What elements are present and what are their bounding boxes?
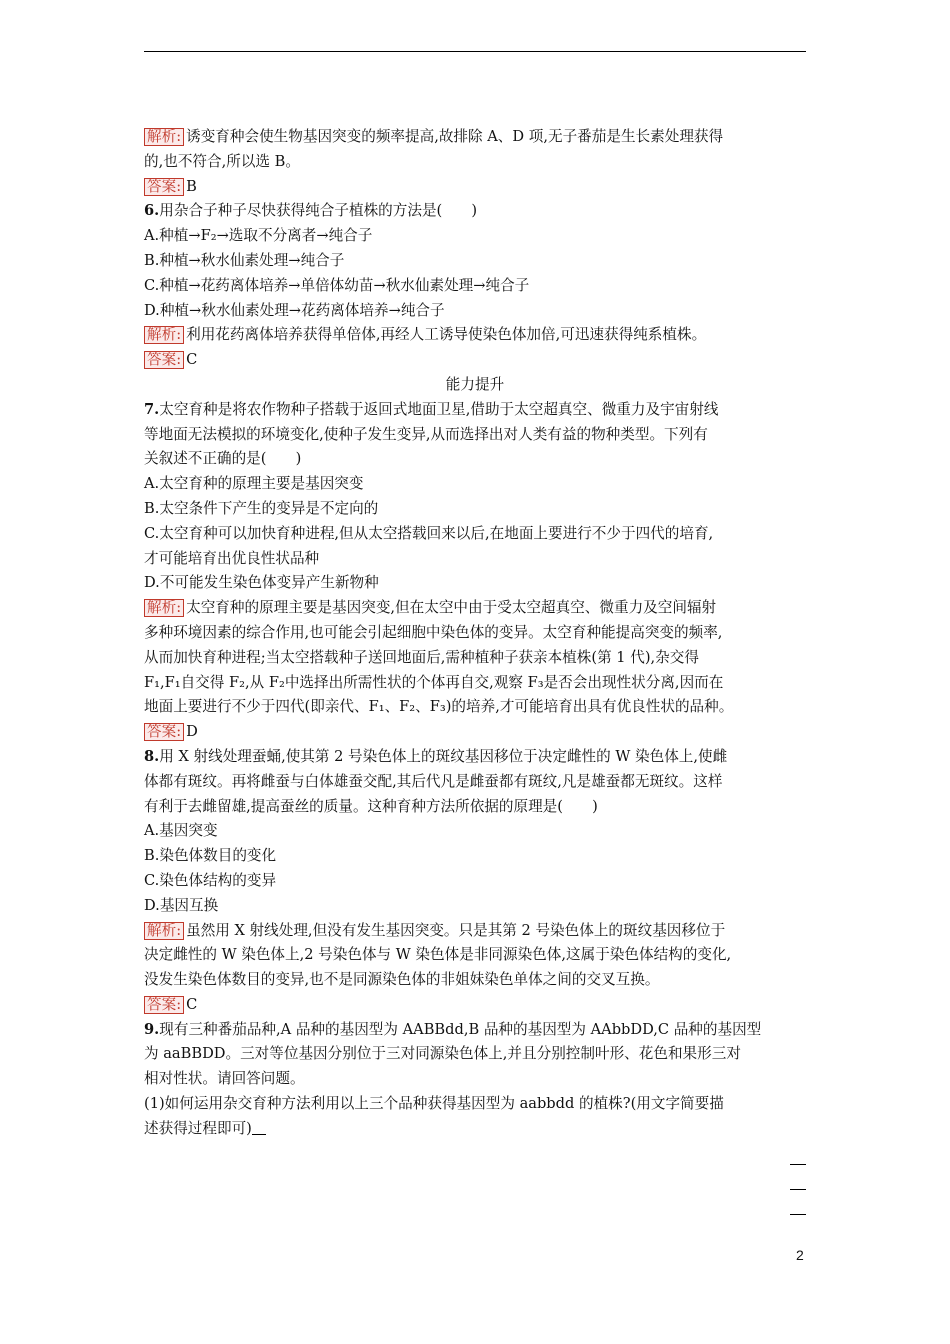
analysis-line: 从而加快育种进程;当太空搭载种子送回地面后,需种植种子获亲本植株(第 1 代),杂交得 [144, 648, 699, 666]
question-stem: 为 aaBBDD。三对等位基因分别位于三对同源染色体上,并且分别控制叶形、花色和果形三对 [144, 1045, 741, 1063]
answer-line [144, 993, 806, 1018]
question-stem: 体都有斑纹。再将雌蚕与白体雄蚕交配,其后代凡是雌蚕都有斑纹,凡是雄蚕都无斑纹。这样 [144, 772, 723, 790]
question-stem: 关叙述不正确的是( ) [144, 450, 302, 468]
question-number: 8. [144, 747, 160, 765]
answer-tag: 答案: [144, 178, 184, 196]
option-d: D.基因互换 [144, 896, 219, 914]
question-number: 9. [144, 1020, 160, 1038]
answer-value: D [186, 723, 198, 741]
answer-blank-line[interactable] [790, 1214, 806, 1215]
option-d: D.不可能发生染色体变异产生新物种 [144, 574, 379, 592]
sub-question: 述获得过程即可) [144, 1117, 806, 1142]
question-stem: 相对性状。请回答问题。 [144, 1070, 305, 1088]
option-b: B.太空条件下产生的变异是不定向的 [144, 499, 379, 517]
analysis-line: 解析: 太空育种的原理主要是基因突变,但在太空中由于受太空超真空、微重力及空间辐射 [144, 596, 806, 621]
answer-line [144, 348, 806, 373]
option-d: D.种植→秋水仙素处理→花药离体培养→纯合子 [144, 301, 445, 319]
option-c: C.染色体结构的变异 [144, 871, 277, 889]
analysis-line: 地面上要进行不少于四代(即亲代、F₁、F₂、F₃)的培养,才可能培育出具有优良性状的品种。 [144, 698, 734, 716]
question-stem: 有利于去雌留雄,提高蚕丝的质量。这种育种方法所依据的原理是( ) [144, 797, 598, 815]
analysis-line: 没发生染色体数目的变异,也不是同源染色体的非姐妹染色单体之间的交叉互换。 [144, 971, 660, 989]
option-c: C.种植→花药离体培养→单倍体幼苗→秋水仙素处理→纯合子 [144, 276, 530, 294]
option-c: 才可能培育出优良性状品种 [144, 549, 320, 567]
question-stem: 9.现有三种番茄品种,A 品种的基因型为 AABBdd,B 品种的基因型为 AAbbDD,C 品种的基因型 [144, 1020, 762, 1038]
analysis-line: 的,也不符合,所以选 B。 [144, 152, 300, 170]
question-stem: 8.用 X 射线处理蚕蛹,使其第 2 号染色体上的斑纹基因移位于决定雌性的 W 染色体上,使雌 [144, 747, 728, 765]
option-b: B.种植→秋水仙素处理→纯合子 [144, 251, 345, 269]
analysis-line: 决定雌性的 W 染色体上,2 号染色体与 W 染色体是非同源染色体,这属于染色体结构的变化, [144, 946, 732, 964]
question-stem: 7.太空育种是将农作物种子搭载于返回式地面卫星,借助于太空超真空、微重力及宇宙射线 [144, 400, 719, 418]
section-title: 能力提升 [445, 375, 505, 393]
page-number: 2 [796, 1247, 804, 1263]
answer-value: C [186, 351, 198, 369]
answer-tag: 答案: [144, 723, 184, 741]
question-number: 6. [144, 202, 160, 220]
option-a: A.基因突变 [144, 822, 218, 840]
answer-line [144, 720, 806, 745]
analysis-tag: 解析: [144, 599, 184, 617]
answer-blank-line[interactable] [790, 1189, 806, 1190]
question-number: 7. [144, 400, 160, 418]
option-b: B.染色体数目的变化 [144, 847, 277, 865]
answer-blank[interactable] [252, 1120, 266, 1135]
analysis-tag: 解析: [144, 128, 184, 146]
analysis-tag: 解析: [144, 922, 184, 940]
analysis-line: 解析: 诱变育种会使生物基因突变的频率提高,故排除 A、D 项,无子番茄是生长素处理获得 [144, 125, 806, 150]
answer-tag: 答案: [144, 351, 184, 369]
answer-tag: 答案: [144, 996, 184, 1014]
header-rule [144, 51, 806, 52]
answer-value: C [186, 995, 198, 1013]
option-a: A.太空育种的原理主要是基因突变 [144, 475, 364, 493]
analysis-line: 多种环境因素的综合作用,也可能会引起细胞中染色体的变异。太空育种能提高突变的频率, [144, 623, 723, 641]
sub-question: (1)如何运用杂交育种方法利用以上三个品种获得基因型为 aabbdd 的植株?(用文字简要描 [144, 1095, 724, 1113]
option-a: A.种植→F₂→选取不分离者→纯合子 [144, 227, 373, 245]
question-stem: 等地面无法模拟的环境变化,使种子发生变异,从而选择出对人类有益的物种类型。下列有 [144, 425, 708, 443]
document-body [144, 125, 806, 1142]
option-c: C.太空育种可以加快育种进程,但从太空搭载回来以后,在地面上要进行不少于四代的培育, [144, 524, 714, 542]
question-stem: 6.用杂合子种子尽快获得纯合子植株的方法是( ) [144, 202, 478, 220]
analysis-line: F₁,F₁自交得 F₂,从 F₂中选择出所需性状的个体再自交,观察 F₃是否会出现性状分离,因而在 [144, 673, 724, 691]
answer-blank-line[interactable] [790, 1164, 806, 1165]
analysis-line: 解析: 虽然用 X 射线处理,但没有发生基因突变。只是其第 2 号染色体上的斑纹基因移位于 [144, 919, 806, 944]
analysis-line: 解析: 利用花药离体培养获得单倍体,再经人工诱导使染色体加倍,可迅速获得纯系植株。 [144, 323, 806, 348]
analysis-tag: 解析: [144, 326, 184, 344]
answer-line [144, 175, 806, 200]
answer-value: B [186, 177, 197, 195]
